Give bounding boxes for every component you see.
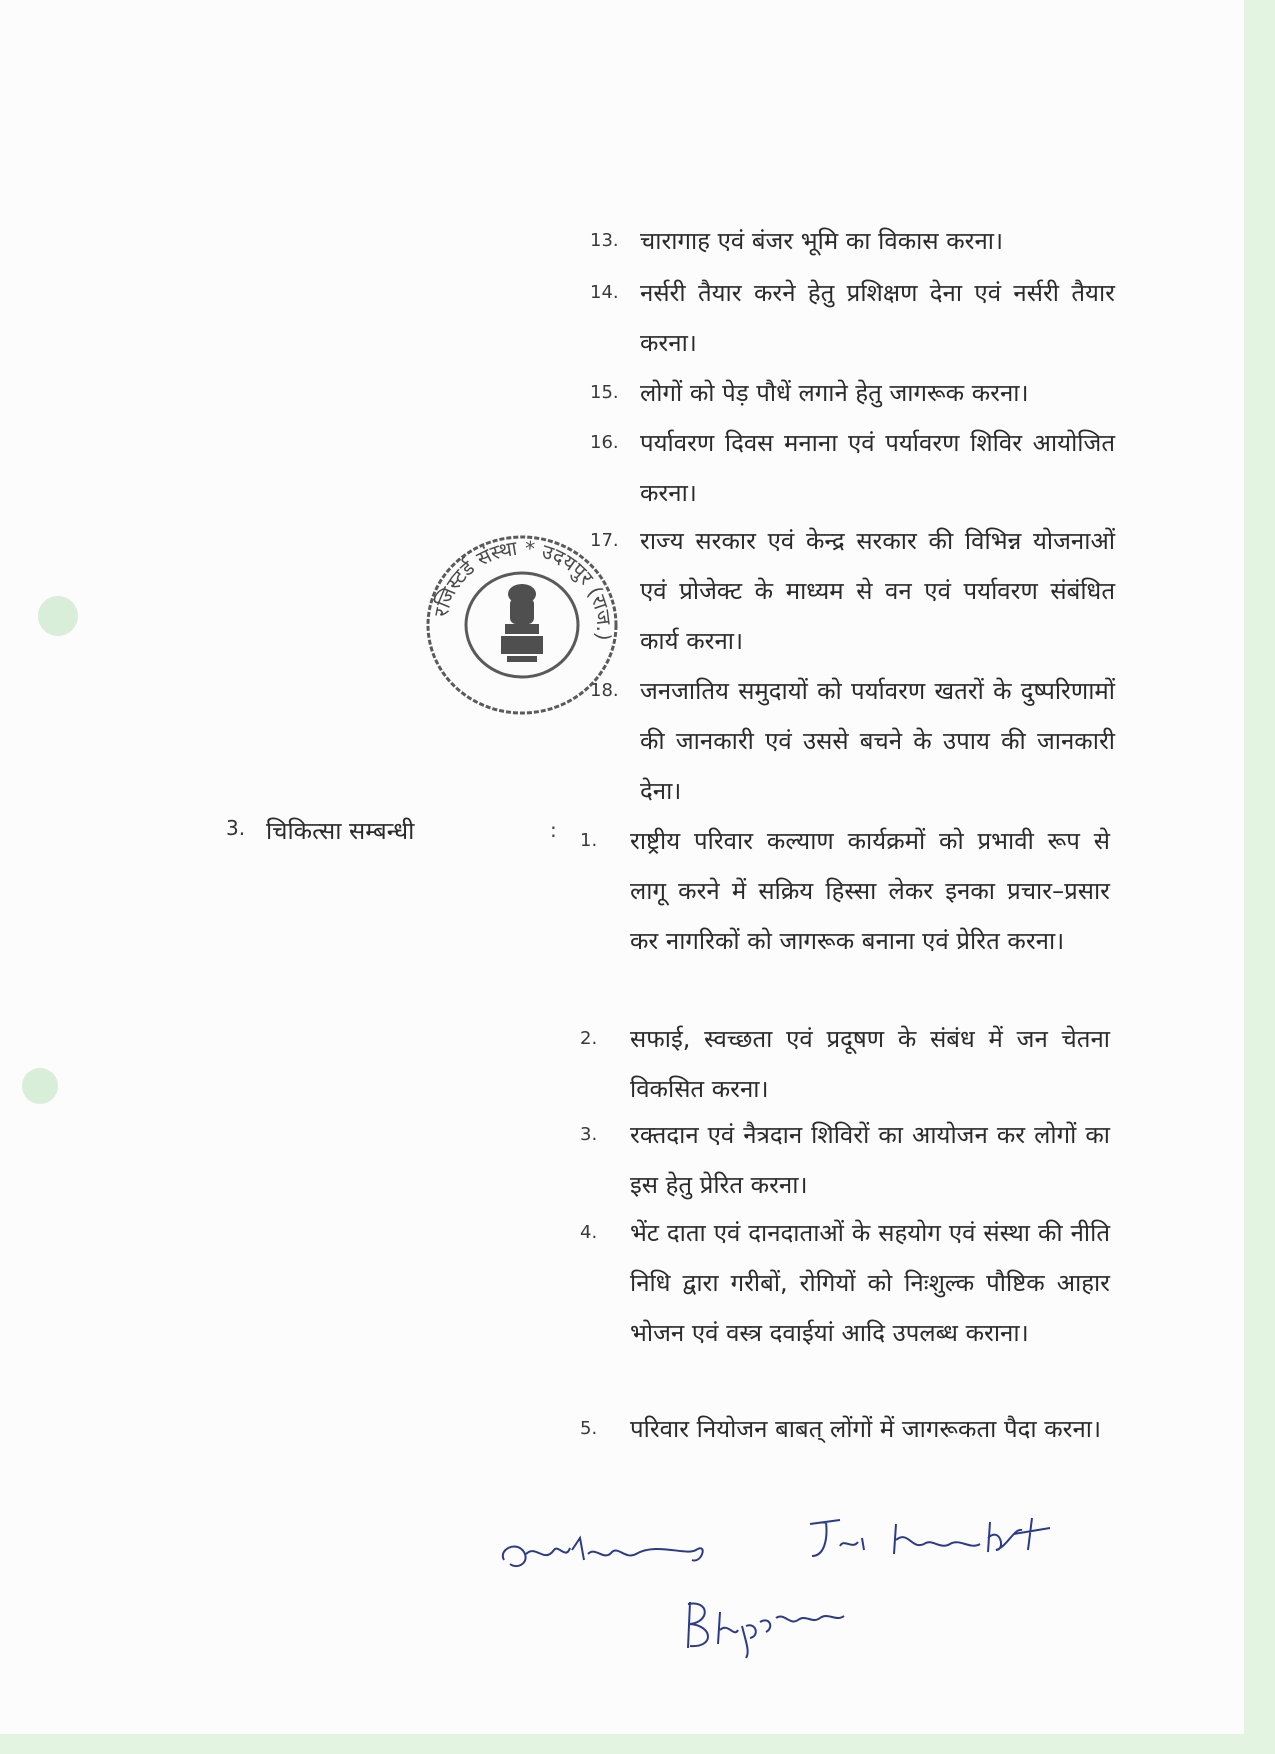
item-text: रक्तदान एवं नैत्रदान शिविरों का आयोजन कर लोगों का इस हेतु प्रेरित करना।	[630, 1121, 1110, 1199]
emblem-icon	[501, 584, 543, 662]
item-number: 4.	[580, 1222, 598, 1243]
item-number: 3.	[580, 1124, 598, 1145]
item-text: जनजातिय समुदायों को पर्यावरण खतरों के दुष्परिणामों की जानकारी एवं उससे बचने के उपाय की जानकारी देना।	[640, 677, 1115, 805]
item-number: 1.	[580, 830, 598, 851]
item-number: 13.	[590, 230, 619, 251]
seal-text: रजिस्टर्ड संस्था * उदयपुर (राज.)	[428, 535, 617, 643]
scan-mark	[38, 596, 78, 636]
organization-seal	[425, 532, 620, 717]
signature-1	[496, 1520, 726, 1590]
section-heading: चिकित्सा सम्बन्धी	[266, 817, 415, 845]
item-number: 15.	[590, 382, 619, 403]
section-number: 3.	[226, 816, 246, 840]
item-text: पर्यावरण दिवस मनाना एवं पर्यावरण शिविर आयोजित करना।	[640, 429, 1115, 507]
item-text: चारागाह एवं बंजर भूमि का विकास करना।	[640, 227, 1004, 255]
section-colon: :	[550, 818, 557, 842]
item-text: परिवार नियोजन बाबत् लोंगों में जागरूकता पैदा करना।	[630, 1415, 1102, 1443]
item-text: भेंट दाता एवं दानदाताओं के सहयोग एवं संस्था की नीति निधि द्वारा गरीबों, रोगियों को निःशुल्क पौष्टिक आहार भोजन एवं वस्त्र दवाईयां आदि उपलब्ध कराना।	[630, 1219, 1110, 1347]
scan-mark	[22, 1068, 58, 1104]
item-number: 18.	[590, 680, 619, 701]
signature-2	[800, 1510, 1060, 1570]
item-number: 14.	[590, 282, 619, 303]
item-text: लोगों को पेड़ पौधें लगाने हेतु जागरूक करना।	[640, 379, 1029, 407]
item-number: 2.	[580, 1028, 598, 1049]
item-text: राज्य सरकार एवं केन्द्र सरकार की विभिन्न योजनाओं एवं प्रोजेक्ट के माध्यम से वन एवं पर्यावरण संबंधित कार्य करना।	[640, 527, 1115, 655]
item-number: 5.	[580, 1418, 598, 1439]
item-text: राष्ट्रीय परिवार कल्याण कार्यक्रमों को प्रभावी रूप से लागू करने में सक्रिय हिस्सा लेकर इनका प्रचार–प्रसार कर नागरिकों को जागरूक बनाना एवं प्रेरित करना।	[630, 827, 1110, 955]
item-text: नर्सरी तैयार करने हेतु प्रशिक्षण देना एवं नर्सरी तैयार करना।	[640, 279, 1115, 357]
item-number: 16.	[590, 432, 619, 453]
item-text: सफाई, स्वच्छता एवं प्रदूषण के संबंध में जन चेतना विकसित करना।	[630, 1025, 1110, 1103]
item-number: 17.	[590, 530, 619, 551]
signature-3	[680, 1582, 860, 1662]
